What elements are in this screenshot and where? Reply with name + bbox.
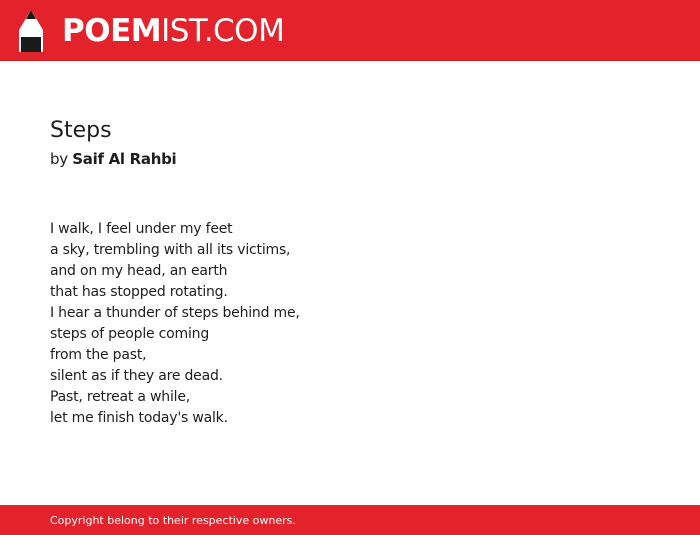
- byline: [50, 148, 176, 170]
- poem-line: and on my head, an earth: [50, 263, 228, 279]
- poem-line: let me finish today's walk.: [50, 410, 228, 426]
- poem-line: that has stopped rotating.: [50, 284, 228, 300]
- poem-line: steps of people coming: [50, 326, 210, 342]
- site-logo[interactable]: [62, 12, 284, 50]
- site-header: [0, 0, 700, 61]
- poem-line: from the past,: [50, 347, 147, 363]
- pencil-icon: [18, 10, 44, 52]
- poem-body: [50, 219, 300, 429]
- poem-line: a sky, trembling with all its victims,: [50, 242, 291, 258]
- poem-line: Past, retreat a while,: [50, 389, 191, 405]
- author-name: Saif Al Rahbi: [72, 150, 177, 168]
- copyright-text: Copyright belong to their respective owners.: [50, 514, 296, 527]
- poem-title: Steps: [50, 118, 112, 143]
- site-footer: [0, 505, 700, 535]
- poem-line: I walk, I feel under my feet: [50, 221, 233, 237]
- poem-line: silent as if they are dead.: [50, 368, 223, 384]
- byline-prefix: by: [50, 150, 68, 168]
- logo-light-text: IST.COM: [161, 13, 285, 49]
- logo-bold-text: POEM: [62, 13, 162, 49]
- poem-line: I hear a thunder of steps behind me,: [50, 305, 300, 321]
